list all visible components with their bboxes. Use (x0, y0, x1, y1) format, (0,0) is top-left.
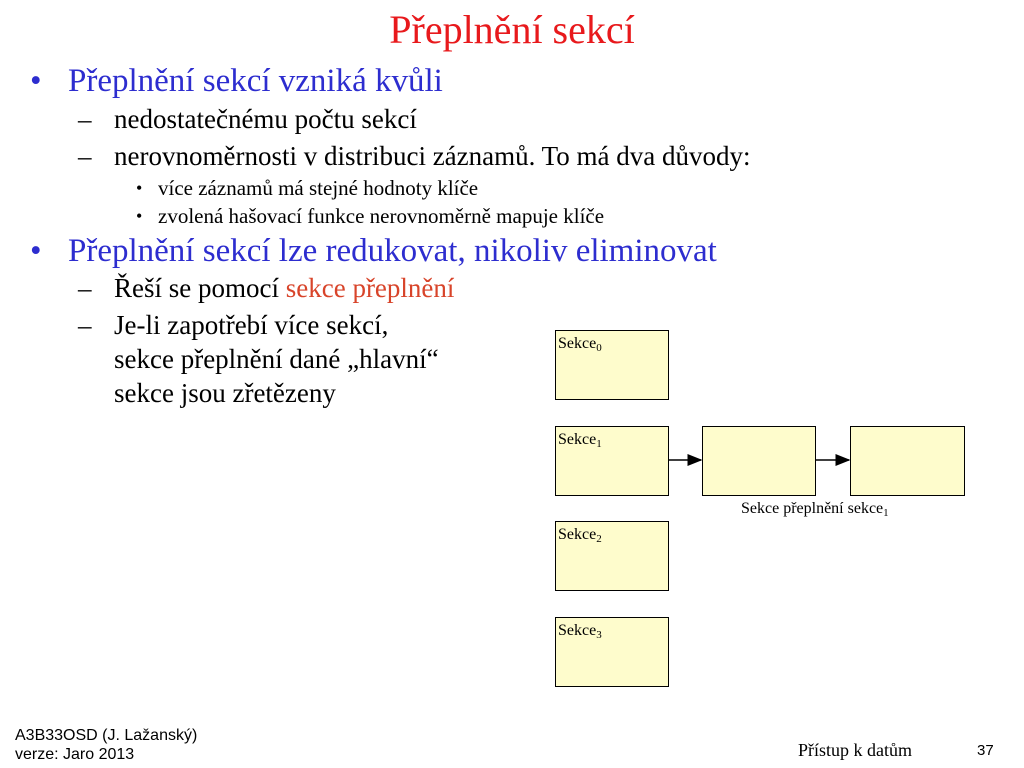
bullet-2-1-highlight: sekce přeplnění (285, 273, 455, 303)
bullet-1-2 (78, 139, 751, 173)
page-number: 37 (977, 742, 994, 759)
dash-icon: – (78, 273, 92, 303)
section-box-2 (555, 521, 669, 591)
bullet-1 (30, 61, 443, 101)
bullet-2-2-line-3: sekce jsou zřetězeny (114, 378, 336, 408)
footer-topic: Přístup k datům (798, 740, 913, 760)
bullet-1-2-1-text: více záznamů má stejné hodnoty klíče (158, 176, 479, 200)
overflow-chain-arrows (660, 450, 860, 470)
overflow-box-2 (850, 426, 965, 496)
footer-course: A3B33OSD (J. Lažanský) (15, 727, 198, 744)
section-box-0 (555, 330, 669, 400)
bullet-1-1 (78, 102, 417, 136)
section-box-label: Sekce$_1$ (558, 431, 602, 450)
bullet-2-1 (78, 271, 455, 305)
slide-title: Přeplnění sekcí (389, 7, 635, 52)
dash-icon: – (78, 104, 92, 134)
section-box-label: Sekce$_0$ (558, 335, 602, 354)
bullet-2-text: Přeplnění sekcí lze redukovat, nikoliv eliminovat (68, 233, 717, 269)
bullet-1-text: Přeplnění sekcí vzniká kvůli (68, 63, 443, 99)
bullet-2-2 (78, 308, 439, 410)
bullet-dot-icon: • (136, 206, 143, 226)
section-box-label: Sekce$_2$ (558, 526, 602, 545)
bullet-2-2-line-2: sekce přeplnění dané „hlavní“ (114, 344, 439, 374)
dash-icon: – (78, 141, 92, 171)
bullet-1-2-2 (136, 202, 605, 230)
bullet-1-2-1 (136, 174, 479, 202)
bullet-1-1-text: nedostatečnému počtu sekcí (114, 104, 417, 134)
bullet-dot-icon: • (30, 63, 42, 99)
section-box-label: Sekce$_3$ (558, 622, 602, 641)
bullet-2-1-prefix: Řeší se pomocí (114, 273, 286, 303)
footer-version: verze: Jaro 2013 (15, 746, 135, 763)
bullet-dot-icon: • (136, 178, 143, 198)
section-box-1 (555, 426, 669, 496)
overflow-caption: Sekce přeplnění sekce$_1$ (741, 500, 889, 519)
dash-icon: – (78, 310, 92, 340)
bullet-dot-icon: • (30, 233, 42, 269)
section-box-3 (555, 617, 669, 687)
bullet-2 (30, 231, 717, 271)
bullet-2-2-line-1: Je-li zapotřebí více sekcí, (114, 310, 389, 340)
bullet-1-2-text: nerovnoměrnosti v distribuci záznamů. To má dva důvody: (114, 141, 751, 171)
bullet-1-2-2-text: zvolená hašovací funkce nerovnoměrně mapuje klíče (158, 204, 605, 228)
